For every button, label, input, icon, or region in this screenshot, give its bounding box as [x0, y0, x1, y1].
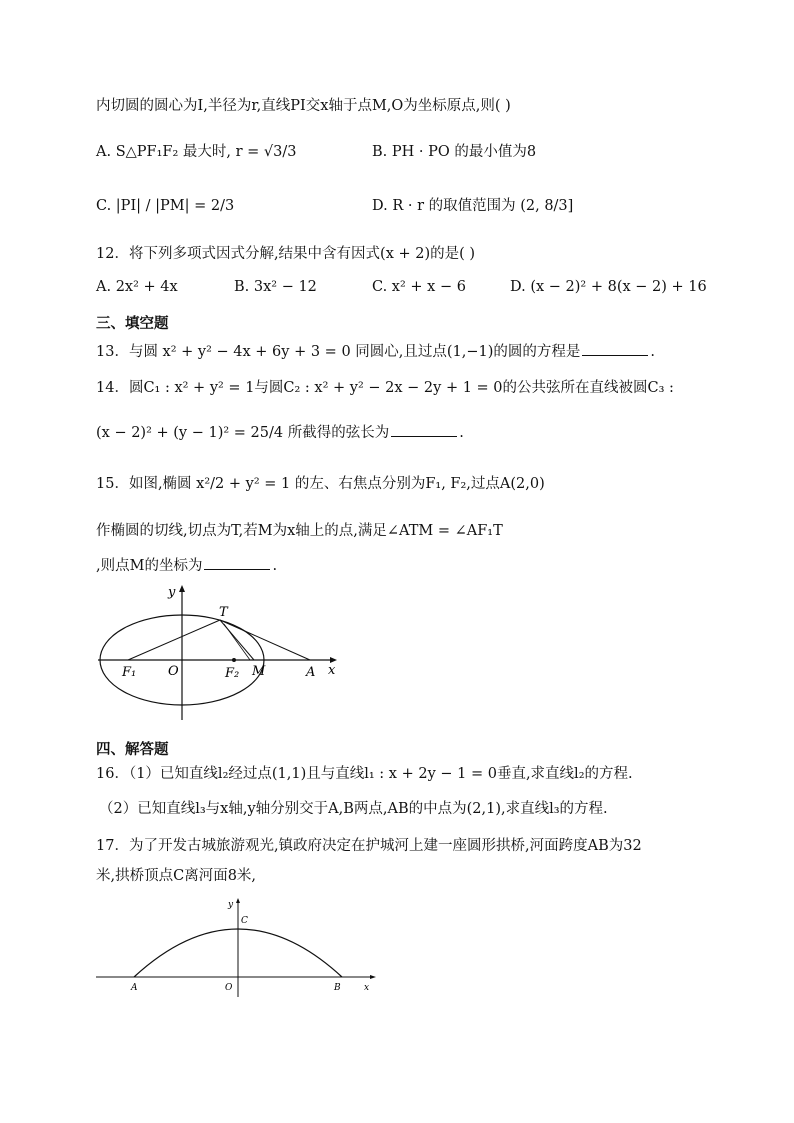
- q15-line1: 15．如图,椭圆 x²/2 + y² = 1 的左、右焦点分别为F₁, F₂,过点A(2,0): [96, 476, 545, 492]
- q11-stem: 内切圆的圆心为I,半径为r,直线PI交x轴于点M,O为坐标原点,则( ): [96, 98, 511, 114]
- fig1-label-o: O: [168, 664, 179, 679]
- q14-line2-text: (x − 2)² + (y − 1)² = 25/4 所截得的弦长为: [96, 425, 390, 441]
- q11-option-d: D. R · r 的取值范围为 (2, 8/3]: [372, 198, 574, 214]
- q12-option-d: D. (x − 2)² + 8(x − 2) + 16: [510, 279, 707, 295]
- fig2-label-a: A: [131, 983, 138, 993]
- fig2-label-c: C: [241, 916, 248, 926]
- q13-stem: 13．与圆 x² + y² − 4x + 6y + 3 = 0 同圆心,且过点(1,−1)的圆的方程是: [96, 344, 581, 360]
- fig2-label-x: x: [364, 983, 370, 993]
- fig1-label-f2: F₂: [225, 666, 240, 681]
- q15-line3-text: ,则点M的坐标为: [96, 558, 203, 574]
- ellipse-figure: [94, 580, 354, 730]
- q16-part2: （2）已知直线l₃与x轴,y轴分别交于A,B两点,AB的中点为(2,1),求直线l₃的方程.: [99, 801, 608, 817]
- fig1-y-arrow: [179, 585, 185, 592]
- q13-text: 13．与圆 x² + y² − 4x + 6y + 3 = 0 同圆心,且过点(1,−1)的圆的方程是 .: [96, 341, 655, 362]
- fig2-label-b: B: [334, 983, 341, 993]
- section-solve-heading: 四、解答题: [96, 742, 169, 758]
- q12-stem: 12．将下列多项式因式分解,结果中含有因式(x + 2)的是( ): [96, 246, 476, 262]
- q12-option-c: C. x² + x − 6: [372, 279, 466, 295]
- q11-option-b: B. PH · PO 的最小值为8: [372, 144, 537, 160]
- fig2-label-y: y: [228, 900, 234, 910]
- fig1-label-t: T: [219, 605, 228, 620]
- q11-option-a: A. S△PF₁F₂ 最大时, r = √3/3: [96, 144, 297, 160]
- fig1-label-y: y: [168, 585, 176, 600]
- arch-bridge-figure: [94, 895, 384, 1000]
- fig2-y-arrow: [236, 898, 240, 903]
- fig1-label-x: x: [328, 663, 336, 678]
- fig1-label-f1: F₁: [122, 665, 137, 680]
- q12-option-a: A. 2x² + 4x: [96, 279, 178, 295]
- segment-t-m2: [224, 624, 250, 660]
- q12-option-b: B. 3x² − 12: [234, 279, 317, 295]
- q15-line2: 作椭圆的切线,切点为T,若M为x轴上的点,满足∠ATM = ∠AF₁T: [96, 523, 503, 539]
- q14-answer-blank[interactable]: [391, 422, 457, 437]
- q15-answer-blank[interactable]: [204, 555, 270, 570]
- q13-answer-blank[interactable]: [582, 341, 648, 356]
- q17-line1: 17．为了开发古城旅游观光,镇政府决定在护城河上建一座圆形拱桥,河面跨度AB为32: [96, 838, 642, 854]
- q14-line1: 14．圆C₁ : x² + y² = 1与圆C₂ : x² + y² − 2x − 2y + 1 = 0的公共弦所在直线被圆C₃ :: [96, 380, 674, 396]
- fig2-x-arrow: [370, 975, 376, 979]
- section-fill-in-heading: 三、填空题: [96, 316, 169, 332]
- fig1-label-m: M: [252, 664, 266, 679]
- q11-option-c: C. |PI| / |PM| = 2/3: [96, 198, 235, 214]
- q16-part1: 16．（1）已知直线l₂经过点(1,1)且与直线l₁ : x + 2y − 1 = 0垂直,求直线l₂的方程.: [96, 766, 633, 782]
- tangent-t-a: [220, 620, 310, 660]
- q17-line2: 米,拱桥顶点C离河面8米,: [96, 868, 257, 884]
- fig1-label-a: A: [306, 665, 316, 680]
- q15-line3: ,则点M的坐标为 .: [96, 555, 277, 576]
- point-f2-dot: [232, 658, 236, 662]
- segment-f1-t: [128, 620, 220, 660]
- q14-line2: (x − 2)² + (y − 1)² = 25/4 所截得的弦长为 .: [96, 422, 464, 443]
- fig2-label-o: O: [225, 983, 233, 993]
